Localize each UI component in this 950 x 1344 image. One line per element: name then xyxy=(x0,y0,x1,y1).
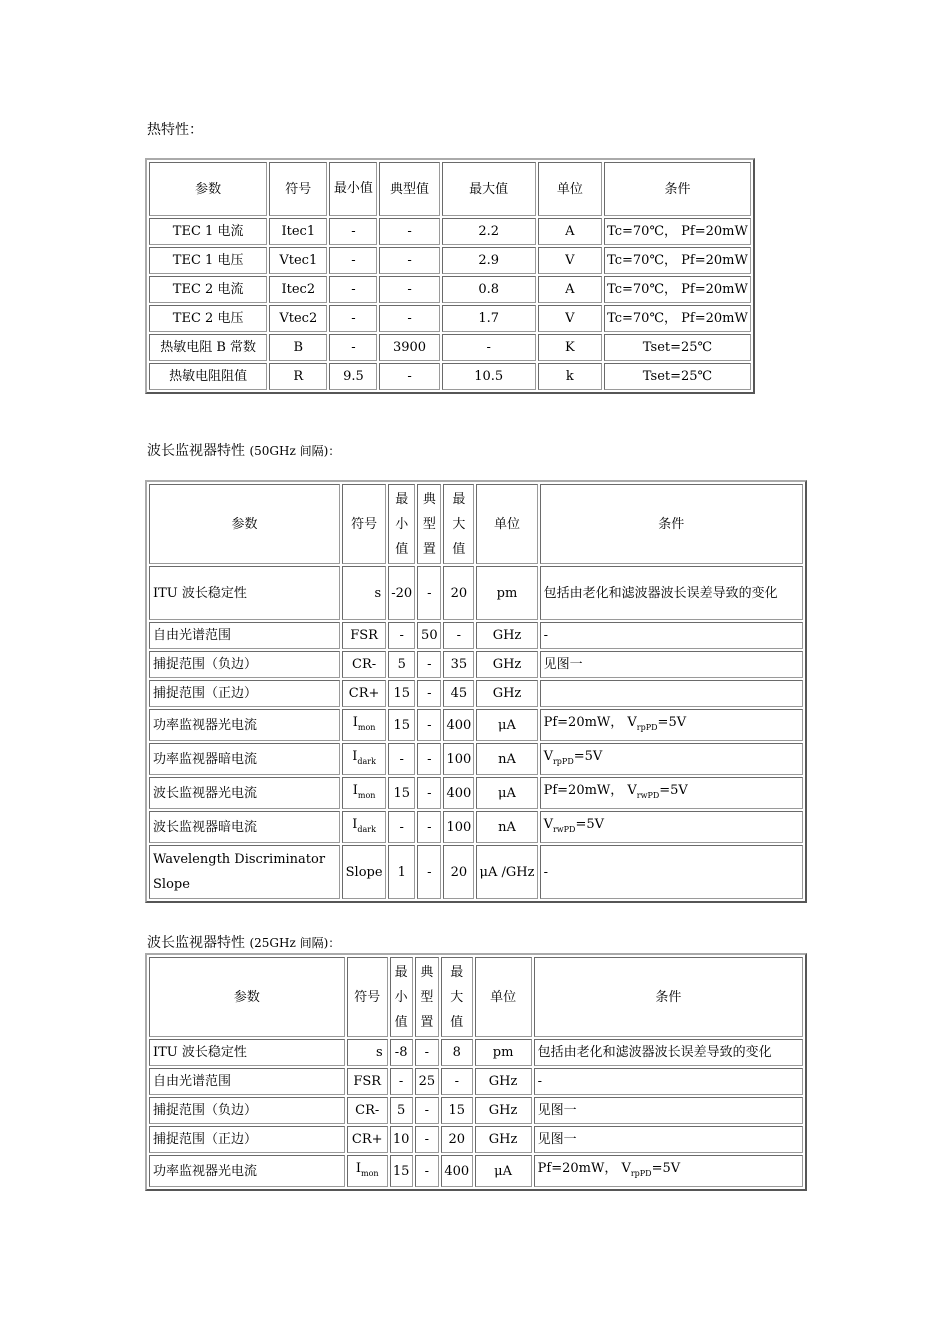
wm50-title-suffix: (50GHz 间隔)： xyxy=(249,444,341,458)
table-row xyxy=(149,1126,803,1153)
cell-max: 0.8 xyxy=(442,276,536,303)
cell-symbol xyxy=(342,777,386,809)
cell-unit: GHz xyxy=(475,1068,532,1095)
cell-max: - xyxy=(441,1068,472,1095)
cell-unit: GHz xyxy=(476,622,537,649)
cell-symbol: Vtec1 xyxy=(269,247,327,274)
condition-subscript: rwPD xyxy=(552,825,576,834)
cell-symbol: Itec2 xyxy=(269,276,327,303)
condition-tail: =5V xyxy=(575,817,605,832)
cell-unit: nA xyxy=(476,811,537,843)
cell-condition: - xyxy=(540,845,803,899)
cell-max: 10.5 xyxy=(442,363,536,390)
cell-symbol: CR+ xyxy=(347,1126,388,1153)
cell-typ: - xyxy=(417,680,441,707)
cell-condition: - xyxy=(534,1068,803,1095)
table-row xyxy=(149,247,751,274)
cell-symbol: CR- xyxy=(347,1097,388,1124)
cell-typ: - xyxy=(417,566,441,620)
cell-unit: K xyxy=(538,334,602,361)
cell-symbol xyxy=(347,1155,388,1187)
symbol-main: I xyxy=(352,749,358,764)
cell-min: - xyxy=(388,743,415,775)
cell-typ: - xyxy=(417,709,441,741)
table-row xyxy=(149,651,803,678)
cell-typ: - xyxy=(415,1097,439,1124)
cell-min: - xyxy=(329,247,377,274)
header-condition: 条件 xyxy=(540,484,803,564)
cell-unit: GHz xyxy=(475,1126,532,1153)
table-row xyxy=(149,709,803,741)
condition-tail: =5V xyxy=(659,783,688,798)
table-row xyxy=(149,218,751,245)
cell-condition: 见图一 xyxy=(540,651,803,678)
cell-symbol: CR+ xyxy=(342,680,386,707)
cell-unit: GHz xyxy=(476,651,537,678)
cell-max: 35 xyxy=(443,651,474,678)
cell-min: - xyxy=(388,811,415,843)
cell-min: 15 xyxy=(388,709,415,741)
cell-param: 自由光谱范围 xyxy=(149,1068,345,1095)
cell-condition: 见图一 xyxy=(534,1097,803,1124)
table-header-row xyxy=(149,484,803,564)
symbol-subscript: mon xyxy=(361,1169,379,1178)
cell-param: 功率监视器光电流 xyxy=(149,709,340,741)
cell-unit: nA xyxy=(476,743,537,775)
table-row xyxy=(149,845,803,899)
cell-condition xyxy=(540,811,803,843)
cell-condition: Tc=70℃， Pf=20mW xyxy=(604,305,751,332)
table-row xyxy=(149,1039,803,1066)
cell-typ: - xyxy=(379,218,439,245)
cell-param: 波长监视器暗电流 xyxy=(149,811,340,843)
cell-param: TEC 2 电流 xyxy=(149,276,267,303)
cell-max: 20 xyxy=(441,1126,472,1153)
cell-param: 自由光谱范围 xyxy=(149,622,340,649)
cell-unit: μA xyxy=(476,709,537,741)
symbol-main: I xyxy=(352,783,358,798)
table-row xyxy=(149,1155,803,1187)
cell-param: 热敏电阻阻值 xyxy=(149,363,267,390)
symbol-main: I xyxy=(352,715,358,730)
table-row xyxy=(149,622,803,649)
cell-max: - xyxy=(442,334,536,361)
cell-typ: - xyxy=(379,363,439,390)
cell-symbol: CR- xyxy=(342,651,386,678)
cell-condition xyxy=(534,1155,803,1187)
header-max: 最大值 xyxy=(442,162,536,216)
cell-condition: 包括由老化和滤波器波长误差导致的变化 xyxy=(540,566,803,620)
cell-unit: V xyxy=(538,247,602,274)
cell-unit: GHz xyxy=(475,1097,532,1124)
cell-typ: - xyxy=(379,276,439,303)
cell-condition xyxy=(540,680,803,707)
cell-unit: A xyxy=(538,218,602,245)
condition-text: Pf=20mW， V xyxy=(543,783,637,798)
table-row xyxy=(149,743,803,775)
cell-condition: Tset=25℃ xyxy=(604,334,751,361)
condition-subscript: rpPD xyxy=(630,1169,652,1178)
cell-symbol: FSR xyxy=(347,1068,388,1095)
cell-max: 400 xyxy=(443,709,474,741)
cell-condition: Tc=70℃， Pf=20mW xyxy=(604,276,751,303)
cell-condition: Tc=70℃， Pf=20mW xyxy=(604,218,751,245)
cell-symbol xyxy=(342,709,386,741)
table-row xyxy=(149,1097,803,1124)
cell-param: 功率监视器暗电流 xyxy=(149,743,340,775)
table-row xyxy=(149,363,751,390)
cell-typ: 25 xyxy=(415,1068,439,1095)
header-max: 最大值 xyxy=(443,484,474,564)
cell-typ: - xyxy=(417,845,441,899)
cell-max: 45 xyxy=(443,680,474,707)
table-row xyxy=(149,680,803,707)
cell-condition: - xyxy=(540,622,803,649)
cell-symbol: Itec1 xyxy=(269,218,327,245)
cell-param: 捕捉范围（正边） xyxy=(149,1126,345,1153)
cell-typ: 3900 xyxy=(379,334,439,361)
cell-typ: 50 xyxy=(417,622,441,649)
cell-symbol: B xyxy=(269,334,327,361)
wm25-title-text: 波长监视器特性 xyxy=(147,935,245,951)
condition-tail: =5V xyxy=(573,749,603,764)
symbol-main: I xyxy=(352,817,358,832)
cell-max: 8 xyxy=(441,1039,472,1066)
header-min: 最小值 xyxy=(388,484,415,564)
cell-condition: Tset=25℃ xyxy=(604,363,751,390)
cell-param: ITU 波长稳定性 xyxy=(149,1039,345,1066)
cell-min: - xyxy=(390,1068,413,1095)
header-param: 参数 xyxy=(149,162,267,216)
symbol-subscript: dark xyxy=(357,757,376,766)
wm25-section-title xyxy=(147,932,340,952)
table-row xyxy=(149,334,751,361)
cell-max: 400 xyxy=(441,1155,472,1187)
cell-unit: pm xyxy=(475,1039,532,1066)
thermal-section-title: 热特性： xyxy=(147,122,203,138)
cell-typ: - xyxy=(415,1155,439,1187)
header-symbol: 符号 xyxy=(342,484,386,564)
cell-max: 400 xyxy=(443,777,474,809)
cell-min: 10 xyxy=(390,1126,413,1153)
header-unit: 单位 xyxy=(538,162,602,216)
header-param: 参数 xyxy=(149,484,340,564)
wm50-spec-table xyxy=(145,480,807,903)
cell-typ: - xyxy=(417,743,441,775)
wm50-section-title xyxy=(147,440,340,460)
cell-typ: - xyxy=(379,305,439,332)
cell-param: 捕捉范围（正边） xyxy=(149,680,340,707)
cell-typ: - xyxy=(415,1126,439,1153)
header-unit: 单位 xyxy=(476,484,537,564)
cell-min: 5 xyxy=(390,1097,413,1124)
cell-max: 2.9 xyxy=(442,247,536,274)
cell-min: - xyxy=(329,276,377,303)
wm25-spec-table xyxy=(145,953,807,1191)
header-typ: 典型值 xyxy=(379,162,439,216)
table-row xyxy=(149,566,803,620)
cell-min: 15 xyxy=(388,777,415,809)
symbol-subscript: mon xyxy=(357,723,376,732)
cell-unit: A xyxy=(538,276,602,303)
cell-symbol: FSR xyxy=(342,622,386,649)
cell-symbol: s xyxy=(342,566,386,620)
cell-condition: 见图一 xyxy=(534,1126,803,1153)
table-header-row xyxy=(149,957,803,1037)
condition-text: V xyxy=(543,817,553,832)
condition-subscript: rpPD xyxy=(636,723,658,732)
cell-param: Wavelength Discriminator Slope xyxy=(149,845,340,899)
cell-min: - xyxy=(329,218,377,245)
cell-param: 波长监视器光电流 xyxy=(149,777,340,809)
cell-min: 15 xyxy=(390,1155,413,1187)
cell-param: TEC 1 电压 xyxy=(149,247,267,274)
cell-unit: GHz xyxy=(476,680,537,707)
cell-condition xyxy=(540,709,803,741)
cell-param: 捕捉范围（负边） xyxy=(149,1097,345,1124)
cell-min: - xyxy=(329,334,377,361)
cell-max: 20 xyxy=(443,566,474,620)
condition-text: V xyxy=(543,749,553,764)
cell-symbol xyxy=(342,743,386,775)
condition-tail: =5V xyxy=(651,1161,681,1176)
cell-param: 功率监视器光电流 xyxy=(149,1155,345,1187)
header-unit: 单位 xyxy=(475,957,532,1037)
header-max: 最大值 xyxy=(441,957,472,1037)
wm50-title-text: 波长监视器特性 xyxy=(147,443,245,459)
cell-typ: - xyxy=(417,811,441,843)
cell-max: 20 xyxy=(443,845,474,899)
cell-max: 2.2 xyxy=(442,218,536,245)
cell-max: 100 xyxy=(443,743,474,775)
header-condition: 条件 xyxy=(604,162,751,216)
thermal-spec-table xyxy=(145,158,755,394)
condition-tail: =5V xyxy=(657,715,687,730)
cell-min: 15 xyxy=(388,680,415,707)
header-typ: 典型置 xyxy=(417,484,441,564)
table-row xyxy=(149,811,803,843)
cell-typ: - xyxy=(379,247,439,274)
cell-min: - xyxy=(388,622,415,649)
cell-unit: μA /GHz xyxy=(476,845,537,899)
condition-subscript: rwPD xyxy=(636,791,660,800)
table-row xyxy=(149,276,751,303)
symbol-main: I xyxy=(355,1161,362,1176)
header-condition: 条件 xyxy=(534,957,803,1037)
cell-unit: μA xyxy=(476,777,537,809)
table-header-row xyxy=(149,162,751,216)
header-typ: 典型置 xyxy=(415,957,439,1037)
header-min: 最小值 xyxy=(329,162,377,216)
condition-text: Pf=20mW， V xyxy=(543,715,637,730)
cell-param: TEC 1 电流 xyxy=(149,218,267,245)
symbol-subscript: mon xyxy=(357,791,376,800)
cell-min: 9.5 xyxy=(329,363,377,390)
cell-param: ITU 波长稳定性 xyxy=(149,566,340,620)
cell-unit: V xyxy=(538,305,602,332)
cell-param: 捕捉范围（负边） xyxy=(149,651,340,678)
cell-symbol xyxy=(342,811,386,843)
cell-max: - xyxy=(443,622,474,649)
cell-typ: - xyxy=(415,1039,439,1066)
cell-symbol: s xyxy=(347,1039,388,1066)
cell-unit: pm xyxy=(476,566,537,620)
symbol-subscript: dark xyxy=(357,825,376,834)
cell-condition: 包括由老化和滤波器波长误差导致的变化 xyxy=(534,1039,803,1066)
table-row xyxy=(149,305,751,332)
cell-min: -8 xyxy=(390,1039,413,1066)
header-symbol: 符号 xyxy=(347,957,388,1037)
condition-subscript: rpPD xyxy=(552,757,574,766)
cell-max: 15 xyxy=(441,1097,472,1124)
header-min: 最小值 xyxy=(390,957,413,1037)
cell-max: 100 xyxy=(443,811,474,843)
header-param: 参数 xyxy=(149,957,345,1037)
cell-min: - xyxy=(329,305,377,332)
cell-symbol: R xyxy=(269,363,327,390)
cell-max: 1.7 xyxy=(442,305,536,332)
cell-symbol: Slope xyxy=(342,845,386,899)
cell-min: 1 xyxy=(388,845,415,899)
cell-unit: k xyxy=(538,363,602,390)
wm25-title-suffix: (25GHz 间隔)： xyxy=(249,936,341,950)
cell-param: TEC 2 电压 xyxy=(149,305,267,332)
cell-symbol: Vtec2 xyxy=(269,305,327,332)
cell-condition xyxy=(540,743,803,775)
condition-text: Pf=20mW， V xyxy=(537,1161,631,1176)
table-row xyxy=(149,777,803,809)
header-symbol: 符号 xyxy=(269,162,327,216)
cell-condition: Tc=70℃， Pf=20mW xyxy=(604,247,751,274)
cell-condition xyxy=(540,777,803,809)
table-row xyxy=(149,1068,803,1095)
cell-unit: μA xyxy=(475,1155,532,1187)
cell-min: -20 xyxy=(388,566,415,620)
cell-typ: - xyxy=(417,777,441,809)
cell-param: 热敏电阻 B 常数 xyxy=(149,334,267,361)
cell-min: 5 xyxy=(388,651,415,678)
cell-typ: - xyxy=(417,651,441,678)
